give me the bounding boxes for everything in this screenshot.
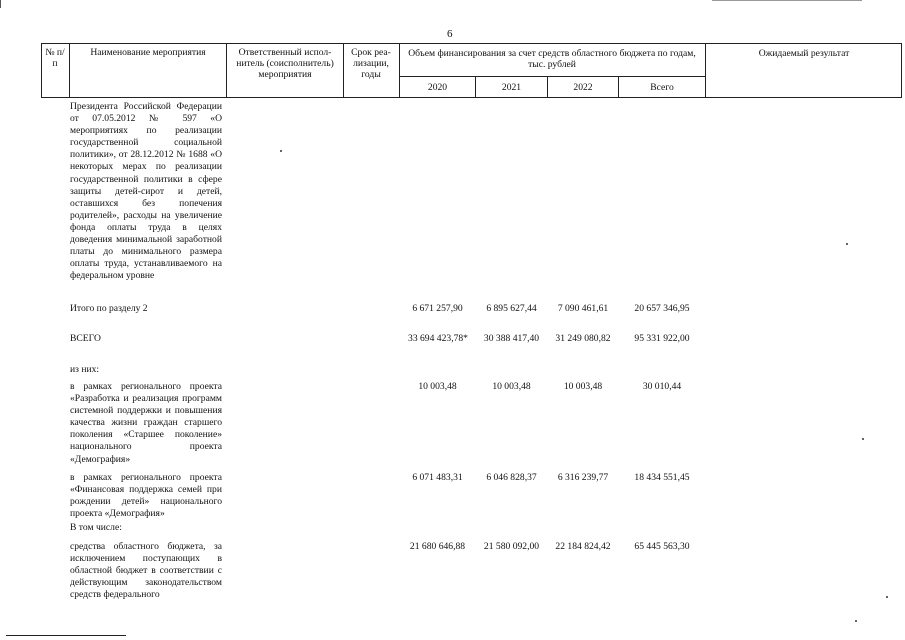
row-value-2020: 6 071 483,31 [412, 472, 463, 483]
page-number: 6 [447, 28, 453, 40]
row-value-total: 65 445 563,30 [634, 541, 690, 552]
header-result: Ожидаемый результат [758, 48, 850, 59]
scan-speck [846, 243, 848, 245]
row-label: Итого по разделу 2 [70, 303, 148, 314]
row-value-2021: 10 003,48 [492, 381, 531, 392]
row-value-2021: 30 388 417,40 [483, 333, 540, 344]
header-year-2022: 2022 [573, 82, 593, 93]
bottom-rule [6, 635, 126, 636]
row-value-2020: 10 003,48 [418, 381, 457, 392]
subheading-including: В том числе: [70, 522, 122, 533]
header-total: Всего [650, 82, 674, 93]
row-value-total: 20 657 346,95 [634, 303, 690, 314]
row-value-2022: 22 184 824,42 [555, 541, 611, 552]
row-value-2020: 21 680 646,88 [409, 541, 466, 552]
row-value-2022: 31 249 080,82 [555, 333, 611, 344]
row-label: в рамках регионального проекта «Разработка и реализация программ системной поддержки и повышения качества жизни граждан старшего поколения «Старшее поколение» национального проекта «Демография» [70, 381, 222, 465]
row-value-2021: 21 580 092,00 [483, 541, 540, 552]
scan-speck [280, 150, 282, 152]
header-year-2021: 2021 [501, 82, 522, 93]
row-value-2022: 7 090 461,61 [557, 303, 609, 314]
continuation-text: Президента Российской Федерации от 07.05.2012 № 597 «О мероприятиях по реализации государственной социальной политики», от 28.12.2012 № 1688 «О некоторых мерах по реализации государственной политики в сфере защиты детей-сирот и детей, оставшихся без попечения родителей», расходы на увеличение фонда оплаты труда в целях доведения минимальной заработной платы до минимального размера оплаты труда, устанавливаемого на федеральном уровне [70, 101, 222, 282]
row-value-2021: 6 046 828,37 [486, 472, 537, 483]
header-name: Наименование мероприятия [90, 47, 206, 58]
header-num: № п/п [45, 47, 65, 69]
row-value-2021: 6 895 627,44 [486, 303, 537, 314]
header-executor: Ответственный испол-нитель (соисполнитель) мероприятия [236, 47, 334, 80]
top-rule [712, 0, 862, 1]
row-value-total: 18 434 551,45 [634, 472, 690, 483]
row-value-total: 95 331 922,00 [634, 333, 690, 344]
scan-speck [862, 438, 864, 440]
header-term: Срок реа-лизации, годы [351, 47, 391, 80]
row-label: средства областного бюджета, за исключением поступающих в областной бюджет в соответствии с действующим законодательством средств федерального [70, 541, 222, 601]
row-label: ВСЕГО [70, 333, 101, 344]
subheading-of-which: из них: [70, 364, 100, 375]
header-financing: Объем финансирования за счет средств областного бюджета по годам, тыс. рублей [408, 48, 696, 70]
row-value-2020: 33 694 423,78* [408, 333, 468, 344]
row-label: в рамках регионального проекта «Финансовая поддержка семей при рождении детей» национального проекта «Демография» [70, 472, 222, 520]
scan-speck [855, 620, 857, 622]
scan-edge-mark [0, 0, 1, 8]
scan-speck [886, 596, 888, 598]
row-value-2022: 6 316 239,77 [557, 472, 609, 483]
row-value-total: 30 010,44 [642, 381, 682, 392]
row-value-2020: 6 671 257,90 [412, 303, 463, 314]
row-value-2022: 10 003,48 [563, 381, 603, 392]
header-year-2020: 2020 [427, 82, 448, 93]
